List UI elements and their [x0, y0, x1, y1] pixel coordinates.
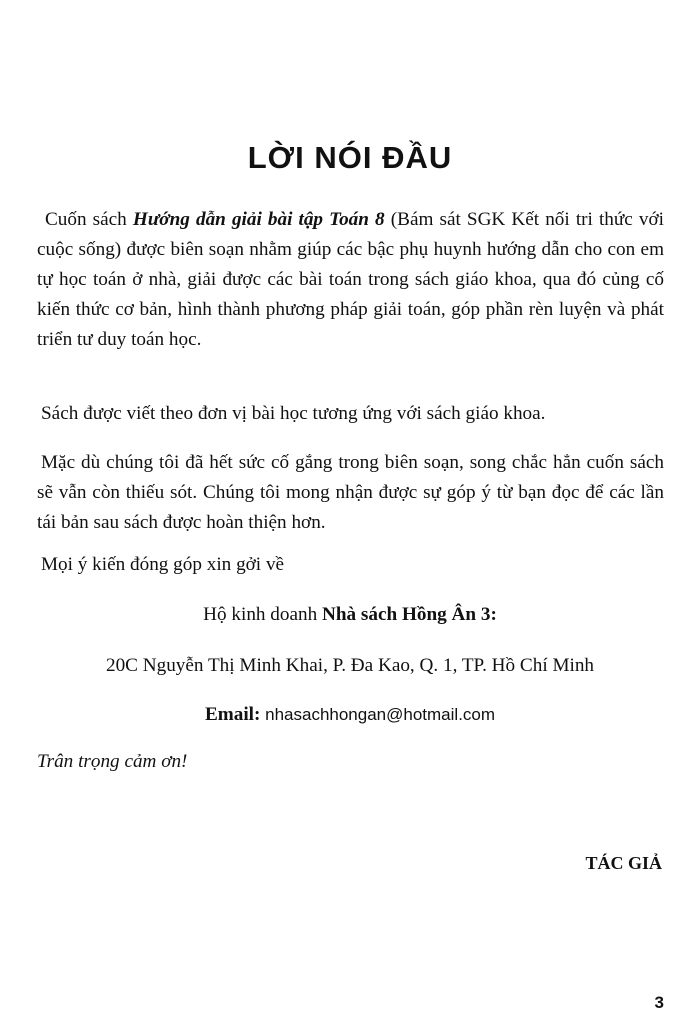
structure-paragraph: Sách được viết theo đơn vị bài học tương ứng với sách giáo khoa. — [41, 403, 546, 424]
page-number: 3 — [654, 993, 664, 1012]
closing-line: Trân trọng cảm ơn! — [37, 751, 188, 772]
book-title: Hướng dẫn giải bài tập Toán 8 — [132, 209, 385, 230]
intro-paragraph — [37, 205, 664, 355]
feedback-paragraph: Mọi ý kiến đóng góp xin gởi về — [41, 554, 285, 575]
email-line — [0, 700, 700, 730]
email-label: Email: — [204, 704, 261, 725]
intro-rest: (Bám sát SGK Kết nối tri thức với cuộc sống) được biên soạn nhằm giúp các bậc phụ huynh hướng dẫn cho con em tự học toán ở nhà, giải được các bài toán trong sách giáo khoa, qua đó củng cố kiến thức cơ bản, hình thành phương pháp giải toán, góp phần rèn luyện và phát triển tư duy toán học. — [37, 209, 664, 350]
apology-text: Mặc dù chúng tôi đã hết sức cố gắng trong biên soạn, song chắc hẳn cuốn sách sẽ vẫn còn thiếu sót. Chúng tôi mong nhận được sự góp ý từ bạn đọc để các lần tái bản sau sách được hoàn thiện hơn. — [37, 452, 664, 533]
author-signature: TÁC GIẢ — [585, 853, 662, 873]
business-prefix: Hộ kinh doanh — [203, 604, 322, 625]
page-title: LỜI NÓI ĐẦU — [247, 140, 453, 175]
address-line: 20C Nguyễn Thị Minh Khai, P. Đa Kao, Q. 1, TP. Hồ Chí Minh — [105, 655, 595, 676]
email-value: nhasachhongan@hotmail.com — [260, 705, 496, 724]
business-name: Nhà sách Hồng Ân 3: — [322, 604, 497, 625]
apology-paragraph — [37, 448, 664, 538]
intro-lead: Cuốn sách — [45, 209, 133, 230]
business-line — [0, 600, 700, 630]
